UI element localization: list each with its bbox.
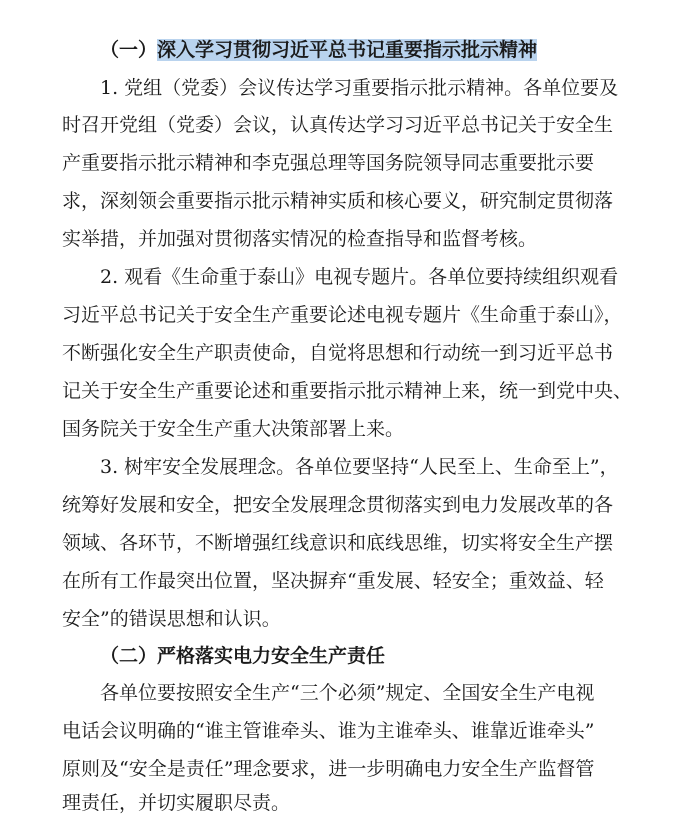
paragraph-2-line-4: 记关于安全生产重要论述和重要指示批示精神上来，统一到党中央、 bbox=[62, 380, 633, 402]
paragraph-3-line-1: 3. 树牢安全发展理念。各单位要坚持“人民至上、生命至上”， bbox=[100, 456, 619, 478]
section-heading-2-title: 严格落实电力安全生产责任 bbox=[157, 645, 386, 667]
paragraph-2-line-2: 习近平总书记关于安全生产重要论述电视专题片《生命重于泰山》， bbox=[62, 304, 623, 326]
section-heading-1-prefix: （一） bbox=[100, 39, 158, 61]
paragraph-3-line-4: 在所有工作最突出位置，坚决摒弃“重发展、轻安全；重效益、轻 bbox=[62, 570, 604, 592]
paragraph-2-line-3: 不断强化安全生产职责使命，自觉将思想和行动统一到习近平总书 bbox=[62, 342, 614, 364]
paragraph-1-line-4: 求，深刻领会重要指示批示精神实质和核心要义，研究制定贯彻落 bbox=[62, 190, 614, 212]
paragraph-3-line-2: 统筹好发展和安全，把安全发展理念贯彻落实到电力发展改革的各 bbox=[62, 494, 614, 516]
section-heading-2-prefix: （二） bbox=[100, 645, 158, 667]
section-heading-2 bbox=[100, 643, 385, 669]
paragraph-1-line-2: 时召开党组（党委）会议，认真传达学习习近平总书记关于安全生 bbox=[62, 114, 614, 136]
section-heading-1-title: 深入学习贯彻习近平总书记重要指示批示精神 bbox=[157, 39, 538, 61]
paragraph-1-line-5: 实举措，并加强对贯彻落实情况的检查指导和监督考核。 bbox=[62, 228, 538, 250]
paragraph-4-line-4: 理责任，并切实履职尽责。 bbox=[62, 792, 291, 814]
paragraph-3-line-5: 安全”的错误思想和认识。 bbox=[62, 608, 281, 630]
paragraph-2-line-1: 2. 观看《生命重于泰山》电视专题片。各单位要持续组织观看 bbox=[100, 266, 619, 288]
paragraph-1-line-1: 1. 党组（党委）会议传达学习重要指示批示精神。各单位要及 bbox=[100, 77, 619, 99]
paragraph-3-line-3: 领域、各环节，不断增强红线意识和底线思维，切实将安全生产摆 bbox=[62, 532, 614, 554]
paragraph-1-line-3: 产重要指示批示精神和李克强总理等国务院领导同志重要批示要 bbox=[62, 152, 595, 174]
paragraph-4-line-1: 各单位要按照安全生产“三个必须”规定、全国安全生产电视 bbox=[100, 682, 595, 704]
paragraph-2-line-5: 国务院关于安全生产重大决策部署上来。 bbox=[62, 418, 405, 440]
paragraph-4-line-2: 电话会议明确的“谁主管谁牵头、谁为主谁牵头、谁靠近谁牵头” bbox=[62, 720, 595, 742]
section-heading-1 bbox=[100, 37, 537, 63]
paragraph-4-line-3: 原则及“安全是责任”理念要求，进一步明确电力安全生产监督管 bbox=[62, 758, 595, 780]
